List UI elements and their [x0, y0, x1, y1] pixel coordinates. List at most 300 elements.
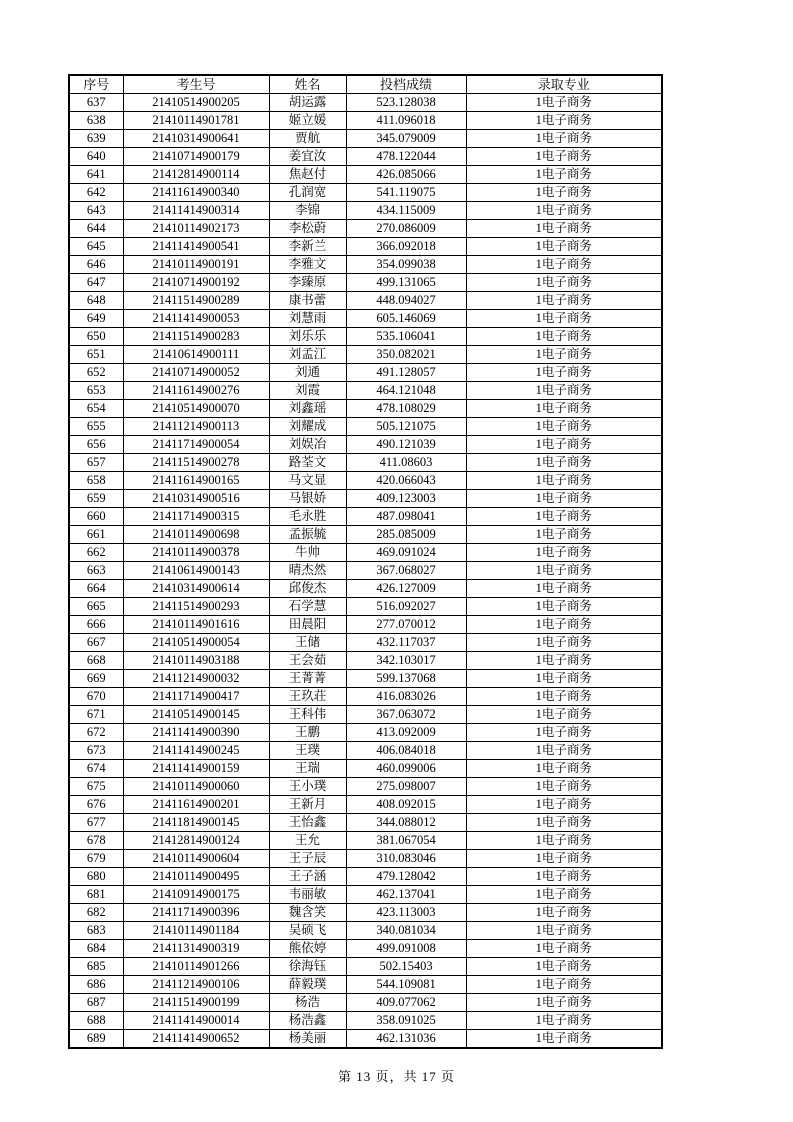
table-cell: 367.063072 — [346, 706, 466, 724]
table-cell: 673 — [69, 742, 123, 760]
table-cell: 637 — [69, 94, 123, 112]
table-cell: 21411514900199 — [123, 994, 269, 1012]
table-cell: 王科伟 — [269, 706, 346, 724]
table-row — [69, 814, 662, 832]
table-cell: 田晨阳 — [269, 616, 346, 634]
table-cell: 1电子商务 — [466, 688, 662, 706]
table-cell: 345.079009 — [346, 130, 466, 148]
table-cell: 王新月 — [269, 796, 346, 814]
table-row — [69, 598, 662, 616]
table-cell: 刘通 — [269, 364, 346, 382]
table-cell: 478.108029 — [346, 400, 466, 418]
table-cell: 1电子商务 — [466, 742, 662, 760]
table-cell: 1电子商务 — [466, 796, 662, 814]
table-cell: 1电子商务 — [466, 166, 662, 184]
table-cell: 487.098041 — [346, 508, 466, 526]
table-cell: 1电子商务 — [466, 616, 662, 634]
table-cell: 544.109081 — [346, 976, 466, 994]
table-cell: 684 — [69, 940, 123, 958]
table-cell: 刘乐乐 — [269, 328, 346, 346]
table-cell: 490.121039 — [346, 436, 466, 454]
table-cell: 423.113003 — [346, 904, 466, 922]
table-cell: 21410314900516 — [123, 490, 269, 508]
table-cell: 667 — [69, 634, 123, 652]
table-cell: 吴硕飞 — [269, 922, 346, 940]
table-cell: 655 — [69, 418, 123, 436]
table-cell: 晴杰然 — [269, 562, 346, 580]
table-cell: 350.082021 — [346, 346, 466, 364]
table-cell: 640 — [69, 148, 123, 166]
table-row — [69, 454, 662, 472]
table-cell: 21411414900053 — [123, 310, 269, 328]
table-cell: 21410114901616 — [123, 616, 269, 634]
table-row — [69, 112, 662, 130]
table-cell: 1电子商务 — [466, 310, 662, 328]
table-cell: 426.085066 — [346, 166, 466, 184]
table-cell: 21411514900278 — [123, 454, 269, 472]
table-cell: 1电子商务 — [466, 544, 662, 562]
table-cell: 21410514900145 — [123, 706, 269, 724]
table-cell: 686 — [69, 976, 123, 994]
table-cell: 1电子商务 — [466, 832, 662, 850]
table-cell: 408.092015 — [346, 796, 466, 814]
table-cell: 王子辰 — [269, 850, 346, 868]
table-cell: 665 — [69, 598, 123, 616]
table-cell: 285.085009 — [346, 526, 466, 544]
table-cell: 656 — [69, 436, 123, 454]
table-cell: 1电子商务 — [466, 130, 662, 148]
table-cell: 马银娇 — [269, 490, 346, 508]
table-cell: 1电子商务 — [466, 598, 662, 616]
table-cell: 502.15403 — [346, 958, 466, 976]
table-cell: 21410114901184 — [123, 922, 269, 940]
table-cell: 1电子商务 — [466, 400, 662, 418]
table-cell: 1电子商务 — [466, 958, 662, 976]
table-cell: 21410314900614 — [123, 580, 269, 598]
table-cell: 21410114900495 — [123, 868, 269, 886]
table-cell: 路荃文 — [269, 454, 346, 472]
table-cell: 1电子商务 — [466, 652, 662, 670]
table-cell: 王玖荘 — [269, 688, 346, 706]
table-cell: 643 — [69, 202, 123, 220]
table-row — [69, 1012, 662, 1030]
table-cell: 薛毅璞 — [269, 976, 346, 994]
table-cell: 21412814900114 — [123, 166, 269, 184]
table-cell: 1电子商务 — [466, 1012, 662, 1030]
table-cell: 21410114901266 — [123, 958, 269, 976]
table-cell: 1电子商务 — [466, 868, 662, 886]
table-cell: 277.070012 — [346, 616, 466, 634]
table-cell: 685 — [69, 958, 123, 976]
column-header: 投档成绩 — [346, 75, 466, 94]
table-cell: 641 — [69, 166, 123, 184]
table-cell: 464.121048 — [346, 382, 466, 400]
table-row — [69, 670, 662, 688]
table-cell: 马文显 — [269, 472, 346, 490]
table-row — [69, 130, 662, 148]
table-cell: 270.086009 — [346, 220, 466, 238]
table-cell: 420.066043 — [346, 472, 466, 490]
table-cell: 孟振毓 — [269, 526, 346, 544]
table-cell: 21410114900191 — [123, 256, 269, 274]
table-row — [69, 760, 662, 778]
table-cell: 675 — [69, 778, 123, 796]
table-cell: 1电子商务 — [466, 418, 662, 436]
table-cell: 21410114903188 — [123, 652, 269, 670]
table-row — [69, 904, 662, 922]
table-row — [69, 976, 662, 994]
table-row — [69, 1030, 662, 1049]
table-cell: 王小璞 — [269, 778, 346, 796]
table-cell: 647 — [69, 274, 123, 292]
table-cell: 310.083046 — [346, 850, 466, 868]
table-cell: 王储 — [269, 634, 346, 652]
table-cell: 1电子商务 — [466, 256, 662, 274]
table-cell: 1电子商务 — [466, 292, 662, 310]
table-row — [69, 148, 662, 166]
table-cell: 658 — [69, 472, 123, 490]
table-cell: 1电子商务 — [466, 220, 662, 238]
table-row — [69, 796, 662, 814]
table-row — [69, 526, 662, 544]
table-cell: 342.103017 — [346, 652, 466, 670]
table-cell: 654 — [69, 400, 123, 418]
table-cell: 21411714900315 — [123, 508, 269, 526]
table-cell: 1电子商务 — [466, 580, 662, 598]
table-cell: 徐海钰 — [269, 958, 346, 976]
table-cell: 李臻原 — [269, 274, 346, 292]
table-cell: 21411514900289 — [123, 292, 269, 310]
table-cell: 李新兰 — [269, 238, 346, 256]
table-cell: 杨浩鑫 — [269, 1012, 346, 1030]
table-cell: 479.128042 — [346, 868, 466, 886]
table-cell: 21411414900390 — [123, 724, 269, 742]
table-cell: 671 — [69, 706, 123, 724]
table-cell: 676 — [69, 796, 123, 814]
table-row — [69, 742, 662, 760]
table-cell: 21411414900014 — [123, 1012, 269, 1030]
table-row — [69, 382, 662, 400]
table-cell: 679 — [69, 850, 123, 868]
table-cell: 426.127009 — [346, 580, 466, 598]
table-cell: 662 — [69, 544, 123, 562]
table-cell: 491.128057 — [346, 364, 466, 382]
table-cell: 21410114900698 — [123, 526, 269, 544]
table-cell: 康书蕾 — [269, 292, 346, 310]
table-cell: 刘慧雨 — [269, 310, 346, 328]
table-cell: 21410714900192 — [123, 274, 269, 292]
table-cell: 275.098007 — [346, 778, 466, 796]
table-cell: 663 — [69, 562, 123, 580]
table-cell: 432.117037 — [346, 634, 466, 652]
table-cell: 682 — [69, 904, 123, 922]
table-cell: 王瑞 — [269, 760, 346, 778]
table-cell: 王怡鑫 — [269, 814, 346, 832]
table-cell: 王菁菁 — [269, 670, 346, 688]
table-cell: 460.099006 — [346, 760, 466, 778]
table-cell: 674 — [69, 760, 123, 778]
table-cell: 1电子商务 — [466, 184, 662, 202]
table-row — [69, 580, 662, 598]
table-cell: 677 — [69, 814, 123, 832]
table-cell: 1电子商务 — [466, 706, 662, 724]
table-row — [69, 850, 662, 868]
table-cell: 刘耀成 — [269, 418, 346, 436]
table-cell: 21411714900396 — [123, 904, 269, 922]
table-cell: 462.137041 — [346, 886, 466, 904]
table-cell: 21411514900283 — [123, 328, 269, 346]
table-cell: 1电子商务 — [466, 904, 662, 922]
table-row — [69, 202, 662, 220]
table-cell: 21410114900604 — [123, 850, 269, 868]
table-row — [69, 490, 662, 508]
table-cell: 661 — [69, 526, 123, 544]
table-cell: 姜宜汝 — [269, 148, 346, 166]
table-cell: 381.067054 — [346, 832, 466, 850]
table-cell: 411.096018 — [346, 112, 466, 130]
column-header: 考生号 — [123, 75, 269, 94]
table-cell: 1电子商务 — [466, 202, 662, 220]
table-cell: 648 — [69, 292, 123, 310]
table-cell: 21411214900032 — [123, 670, 269, 688]
table-cell: 21410114901781 — [123, 112, 269, 130]
table-cell: 1电子商务 — [466, 562, 662, 580]
table-cell: 505.121075 — [346, 418, 466, 436]
table-cell: 李松蔚 — [269, 220, 346, 238]
table-row — [69, 562, 662, 580]
table-cell: 焦赵付 — [269, 166, 346, 184]
table-cell: 1电子商务 — [466, 94, 662, 112]
table-cell: 1电子商务 — [466, 436, 662, 454]
table-cell: 1电子商务 — [466, 1030, 662, 1049]
table-cell: 贾航 — [269, 130, 346, 148]
table-cell: 1电子商务 — [466, 778, 662, 796]
table-cell: 638 — [69, 112, 123, 130]
table-row — [69, 688, 662, 706]
table-cell: 1电子商务 — [466, 238, 662, 256]
table-cell: 21412814900124 — [123, 832, 269, 850]
table-cell: 462.131036 — [346, 1030, 466, 1049]
table-cell: 1电子商务 — [466, 364, 662, 382]
table-cell: 1电子商务 — [466, 670, 662, 688]
table-row — [69, 166, 662, 184]
table-row — [69, 994, 662, 1012]
table-cell: 刘娱冶 — [269, 436, 346, 454]
table-cell: 1电子商务 — [466, 526, 662, 544]
table-cell: 21411614900201 — [123, 796, 269, 814]
table-cell: 660 — [69, 508, 123, 526]
table-cell: 21410614900143 — [123, 562, 269, 580]
table-cell: 21410514900205 — [123, 94, 269, 112]
table-cell: 1电子商务 — [466, 634, 662, 652]
table-row — [69, 940, 662, 958]
table-cell: 688 — [69, 1012, 123, 1030]
table-row — [69, 886, 662, 904]
table-row — [69, 724, 662, 742]
table-cell: 646 — [69, 256, 123, 274]
table-row — [69, 292, 662, 310]
table-cell: 21411514900293 — [123, 598, 269, 616]
table-cell: 王会茹 — [269, 652, 346, 670]
table-row — [69, 400, 662, 418]
table-cell: 354.099038 — [346, 256, 466, 274]
table-cell: 1电子商务 — [466, 112, 662, 130]
table-cell: 358.091025 — [346, 1012, 466, 1030]
table-cell: 650 — [69, 328, 123, 346]
table-cell: 21410114900378 — [123, 544, 269, 562]
table-cell: 杨美丽 — [269, 1030, 346, 1049]
table-cell: 21411414900541 — [123, 238, 269, 256]
table-cell: 434.115009 — [346, 202, 466, 220]
table-cell: 666 — [69, 616, 123, 634]
table-row — [69, 508, 662, 526]
table-cell: 21410614900111 — [123, 346, 269, 364]
table-cell: 664 — [69, 580, 123, 598]
table-cell: 21411614900276 — [123, 382, 269, 400]
table-row — [69, 310, 662, 328]
table-cell: 姬立媛 — [269, 112, 346, 130]
table-cell: 1电子商务 — [466, 328, 662, 346]
table-cell: 680 — [69, 868, 123, 886]
table-cell: 1电子商务 — [466, 814, 662, 832]
admission-results-table — [68, 74, 663, 1049]
table-cell: 1电子商务 — [466, 886, 662, 904]
table-row — [69, 778, 662, 796]
table-cell: 653 — [69, 382, 123, 400]
table-cell: 胡运露 — [269, 94, 346, 112]
table-cell: 21411414900314 — [123, 202, 269, 220]
table-row — [69, 652, 662, 670]
table-cell: 639 — [69, 130, 123, 148]
table-cell: 1电子商务 — [466, 454, 662, 472]
table-cell: 石学慧 — [269, 598, 346, 616]
table-row — [69, 274, 662, 292]
table-cell: 21410514900070 — [123, 400, 269, 418]
table-cell: 367.068027 — [346, 562, 466, 580]
table-cell: 21410714900052 — [123, 364, 269, 382]
table-cell: 杨浩 — [269, 994, 346, 1012]
table-cell: 21411614900165 — [123, 472, 269, 490]
table-cell: 644 — [69, 220, 123, 238]
table-cell: 605.146069 — [346, 310, 466, 328]
table-cell: 651 — [69, 346, 123, 364]
table-row — [69, 616, 662, 634]
table-cell: 409.123003 — [346, 490, 466, 508]
table-cell: 1电子商务 — [466, 922, 662, 940]
table-cell: 672 — [69, 724, 123, 742]
table-cell: 1电子商务 — [466, 490, 662, 508]
table-cell: 魏含笑 — [269, 904, 346, 922]
table-cell: 541.119075 — [346, 184, 466, 202]
table-cell: 21410514900054 — [123, 634, 269, 652]
table-cell: 刘鑫瑶 — [269, 400, 346, 418]
table-cell: 523.128038 — [346, 94, 466, 112]
table-row — [69, 922, 662, 940]
table-cell: 669 — [69, 670, 123, 688]
table-cell: 熊依婷 — [269, 940, 346, 958]
table-cell: 王子涵 — [269, 868, 346, 886]
table-cell: 21411714900054 — [123, 436, 269, 454]
table-row — [69, 256, 662, 274]
table-cell: 1电子商务 — [466, 148, 662, 166]
table-cell: 668 — [69, 652, 123, 670]
table-row — [69, 436, 662, 454]
table-cell: 21410114902173 — [123, 220, 269, 238]
table-row — [69, 868, 662, 886]
table-cell: 657 — [69, 454, 123, 472]
table-cell: 340.081034 — [346, 922, 466, 940]
table-cell: 21410114900060 — [123, 778, 269, 796]
table-cell: 649 — [69, 310, 123, 328]
table-row — [69, 832, 662, 850]
table-cell: 406.084018 — [346, 742, 466, 760]
table-row — [69, 706, 662, 724]
table-cell: 645 — [69, 238, 123, 256]
table-cell: 1电子商务 — [466, 940, 662, 958]
page-number-footer: 第 13 页，共 17 页 — [337, 1069, 455, 1084]
table-cell: 652 — [69, 364, 123, 382]
table-cell: 344.088012 — [346, 814, 466, 832]
table-cell: 681 — [69, 886, 123, 904]
header-row — [69, 75, 662, 94]
table-cell: 21410914900175 — [123, 886, 269, 904]
table-cell: 413.092009 — [346, 724, 466, 742]
table-cell: 21410314900641 — [123, 130, 269, 148]
table-cell: 毛永胜 — [269, 508, 346, 526]
table-row — [69, 94, 662, 112]
table-row — [69, 238, 662, 256]
table-cell: 21411314900319 — [123, 940, 269, 958]
table-cell: 邱俊杰 — [269, 580, 346, 598]
table-cell: 李雅文 — [269, 256, 346, 274]
table-cell: 1电子商务 — [466, 382, 662, 400]
table-cell: 王允 — [269, 832, 346, 850]
table-row — [69, 346, 662, 364]
table-cell: 牛帅 — [269, 544, 346, 562]
table-cell: 韦丽敏 — [269, 886, 346, 904]
table-cell: 21411814900145 — [123, 814, 269, 832]
table-cell: 409.077062 — [346, 994, 466, 1012]
table-row — [69, 328, 662, 346]
table-cell: 21411414900652 — [123, 1030, 269, 1049]
table-cell: 王璞 — [269, 742, 346, 760]
table-cell: 21410714900179 — [123, 148, 269, 166]
table-row — [69, 958, 662, 976]
table-cell: 411.08603 — [346, 454, 466, 472]
table-row — [69, 544, 662, 562]
column-header: 录取专业 — [466, 75, 662, 94]
table-cell: 416.083026 — [346, 688, 466, 706]
table-cell: 21411214900106 — [123, 976, 269, 994]
table-cell: 1电子商务 — [466, 346, 662, 364]
table-cell: 535.106041 — [346, 328, 466, 346]
table-cell: 刘孟江 — [269, 346, 346, 364]
table-cell: 670 — [69, 688, 123, 706]
table-cell: 678 — [69, 832, 123, 850]
table-cell: 478.122044 — [346, 148, 466, 166]
table-cell: 687 — [69, 994, 123, 1012]
table-cell: 1电子商务 — [466, 850, 662, 868]
table-cell: 516.092027 — [346, 598, 466, 616]
table-cell: 孔润宽 — [269, 184, 346, 202]
table-cell: 21411414900245 — [123, 742, 269, 760]
table-cell: 642 — [69, 184, 123, 202]
table-cell: 21411214900113 — [123, 418, 269, 436]
table-cell: 1电子商务 — [466, 274, 662, 292]
table-row — [69, 472, 662, 490]
table-cell: 499.091008 — [346, 940, 466, 958]
table-cell: 21411414900159 — [123, 760, 269, 778]
